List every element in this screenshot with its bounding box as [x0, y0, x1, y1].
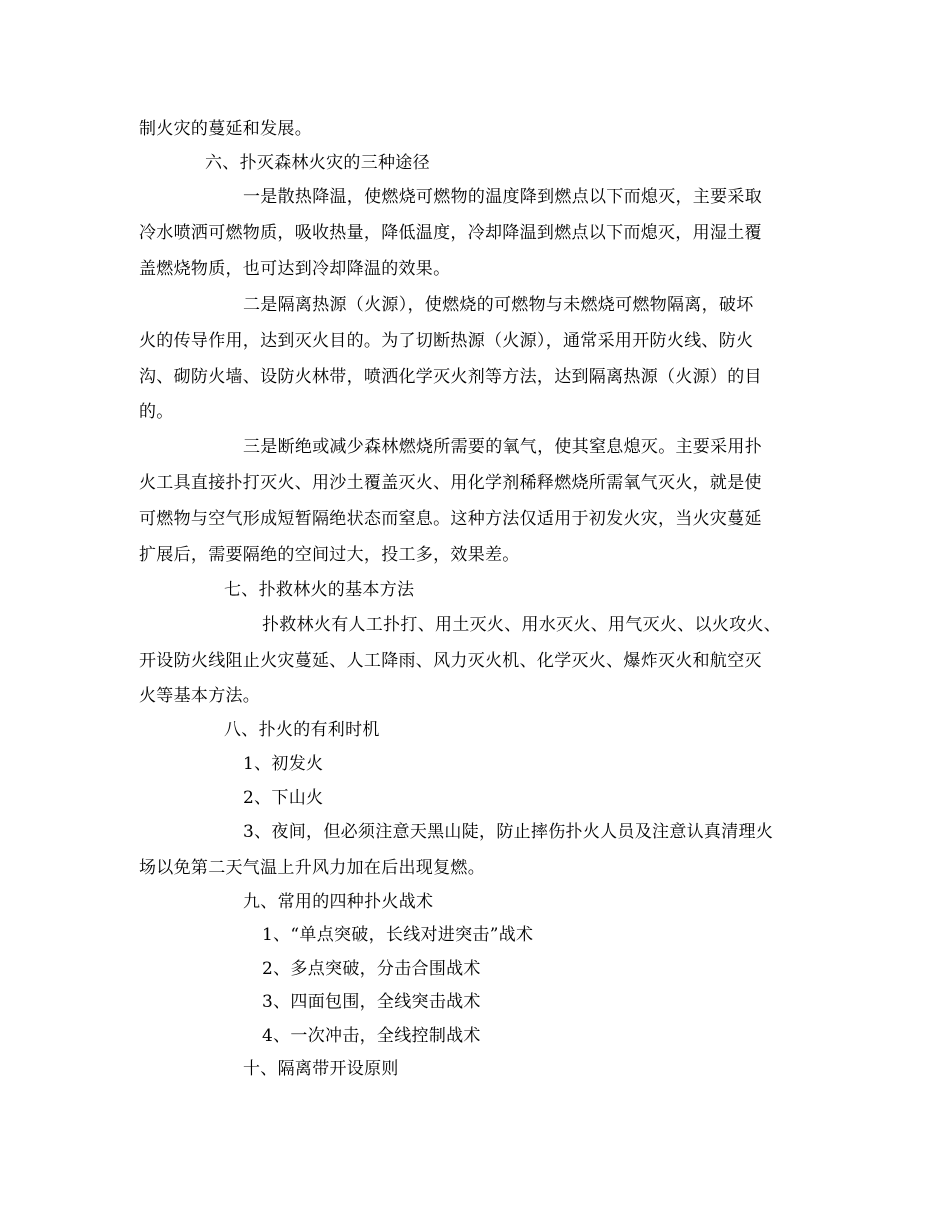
- body-text-line: 场以免第二天气温上升风力加在后出现复燃。: [139, 858, 485, 878]
- section-heading: 九、常用的四种扑火战术: [243, 892, 434, 912]
- section-heading: 十、隔离带开设原则: [243, 1059, 399, 1079]
- body-text-line: 扑救林火有人工扑打、用土灭火、用水灭火、用气灭火、以火攻火、: [262, 615, 781, 635]
- list-item: 1、“单点突破，长线对进突击”战术: [262, 925, 534, 945]
- body-text-line: 冷水喷洒可燃物质，吸收热量，降低温度，冷却降温到燃点以下而熄灭，用湿土覆: [139, 223, 762, 243]
- body-text-line: 一是散热降温，使燃烧可燃物的温度降到燃点以下而熄灭，主要采取: [243, 187, 762, 207]
- body-text-line: 扩展后，需要隔绝的空间过大，投工多，效果差。: [139, 545, 520, 565]
- body-text-line: 制火灾的蔓延和发展。: [139, 119, 312, 139]
- section-heading: 七、扑救林火的基本方法: [224, 580, 415, 600]
- body-text-line: 火工具直接扑打灭火、用沙土覆盖灭火、用化学剂稀释燃烧所需氧气灭火，就是使: [139, 473, 762, 493]
- list-item: 3、夜间，但必须注意天黑山陡，防止摔伤扑火人员及注意认真清理火: [243, 822, 774, 842]
- list-item: 2、多点突破，分击合围战术: [262, 959, 481, 979]
- section-heading: 六、扑灭森林火灾的三种途径: [205, 153, 430, 173]
- body-text-line: 沟、砌防火墙、设防火林带，喷洒化学灭火剂等方法，达到隔离热源（火源）的目: [139, 367, 762, 387]
- body-text-line: 盖燃烧物质，也可达到冷却降温的效果。: [139, 259, 451, 279]
- body-text-line: 火等基本方法。: [139, 686, 261, 706]
- body-text-line: 的。: [139, 402, 174, 422]
- body-text-line: 三是断绝或减少森林燃烧所需要的氧气，使其窒息熄灭。主要采用扑: [243, 437, 762, 457]
- list-item: 2、下山火: [243, 788, 324, 808]
- body-text-line: 可燃物与空气形成短暂隔绝状态而窒息。这种方法仅适用于初发火灾，当火灾蔓延: [139, 509, 762, 529]
- section-heading: 八、扑火的有利时机: [224, 720, 380, 740]
- body-text-line: 二是隔离热源（火源），使燃烧的可燃物与未燃烧可燃物隔离，破坏: [243, 295, 754, 315]
- list-item: 3、四面包围，全线突击战术: [262, 992, 481, 1012]
- list-item: 1、初发火: [243, 754, 324, 774]
- list-item: 4、一次冲击，全线控制战术: [262, 1026, 481, 1046]
- body-text-line: 火的传导作用，达到灭火目的。为了切断热源（火源），通常采用开防火线、防火: [139, 331, 754, 351]
- body-text-line: 开设防火线阻止火灾蔓延、人工降雨、风力灭火机、化学灭火、爆炸灭火和航空灭: [139, 651, 762, 671]
